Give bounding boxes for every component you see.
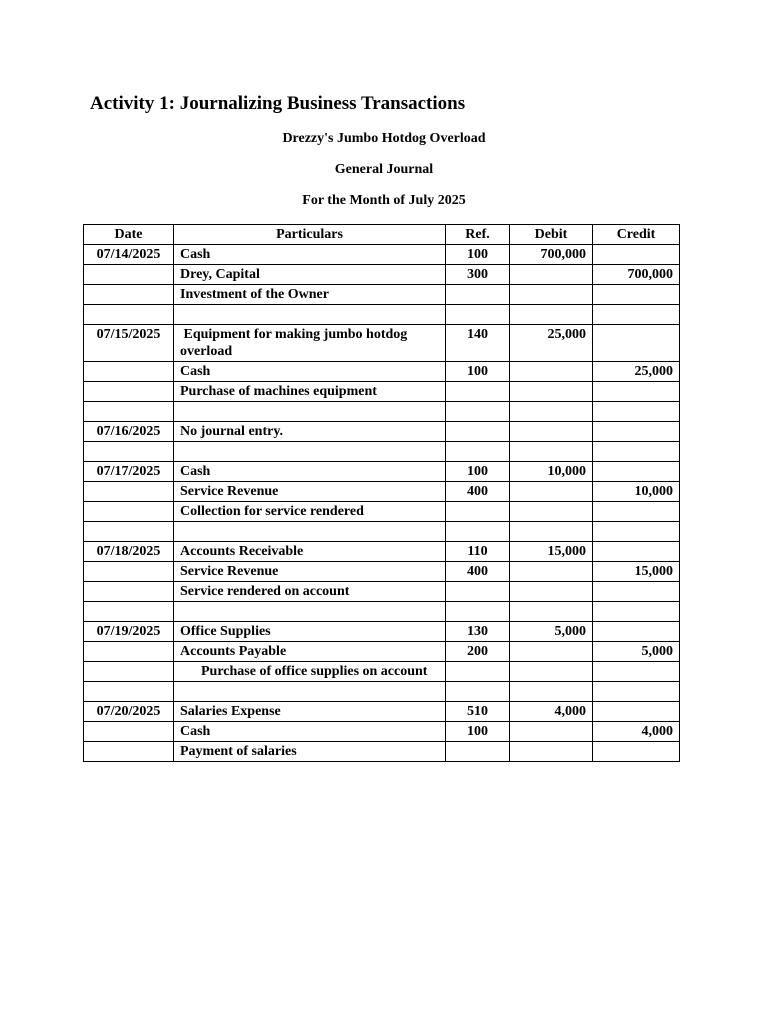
credit-cell [593, 622, 680, 642]
particulars-cell: Service Revenue [174, 482, 446, 502]
date-cell [84, 362, 174, 382]
credit-cell [593, 305, 680, 325]
particulars-cell: Cash [174, 362, 446, 382]
credit-cell: 15,000 [593, 562, 680, 582]
particulars-cell: Collection for service rendered [174, 502, 446, 522]
ref-cell [446, 382, 510, 402]
date-cell [84, 722, 174, 742]
credit-cell: 5,000 [593, 642, 680, 662]
date-cell: 07/15/2025 [84, 325, 174, 362]
date-cell: 07/18/2025 [84, 542, 174, 562]
journal-body [84, 245, 680, 762]
credit-cell [593, 285, 680, 305]
debit-cell: 5,000 [510, 622, 593, 642]
table-row [84, 682, 680, 702]
journal-period: For the Month of July 2025 [302, 193, 466, 208]
credit-cell: 10,000 [593, 482, 680, 502]
credit-cell [593, 742, 680, 762]
table-row [84, 622, 680, 642]
date-cell [84, 582, 174, 602]
ref-cell: 100 [446, 362, 510, 382]
table-row [84, 442, 680, 462]
particulars-cell [174, 442, 446, 462]
credit-cell [593, 602, 680, 622]
credit-cell [593, 325, 680, 362]
debit-cell [510, 582, 593, 602]
ref-cell: 400 [446, 482, 510, 502]
particulars-cell: Cash [174, 245, 446, 265]
debit-cell [510, 722, 593, 742]
ref-cell: 110 [446, 542, 510, 562]
date-cell [84, 682, 174, 702]
ref-cell [446, 422, 510, 442]
debit-cell [510, 742, 593, 762]
debit-cell [510, 422, 593, 442]
table-row [84, 542, 680, 562]
date-cell [84, 402, 174, 422]
debit-cell [510, 662, 593, 682]
date-header: Date [84, 225, 174, 245]
ref-cell: 200 [446, 642, 510, 662]
table-row [84, 742, 680, 762]
particulars-cell: Service Revenue [174, 562, 446, 582]
table-row [84, 285, 680, 305]
particulars-cell: Payment of salaries [174, 742, 446, 762]
table-header-row [84, 225, 680, 245]
debit-cell [510, 502, 593, 522]
table-row [84, 702, 680, 722]
date-cell [84, 642, 174, 662]
particulars-cell: Equipment for making jumbo hotdog overload [174, 325, 446, 362]
credit-cell: 700,000 [593, 265, 680, 285]
date-cell: 07/14/2025 [84, 245, 174, 265]
table-row [84, 325, 680, 362]
ref-cell [446, 662, 510, 682]
particulars-cell [174, 305, 446, 325]
date-cell [84, 285, 174, 305]
debit-cell [510, 285, 593, 305]
debit-cell [510, 305, 593, 325]
credit-cell [593, 702, 680, 722]
debit-cell [510, 602, 593, 622]
ref-cell [446, 502, 510, 522]
particulars-cell: Salaries Expense [174, 702, 446, 722]
date-cell [84, 305, 174, 325]
debit-cell [510, 642, 593, 662]
activity-title: Activity 1: Journalizing Business Transactions [90, 93, 466, 114]
table-row [84, 662, 680, 682]
debit-cell [510, 682, 593, 702]
particulars-cell [174, 522, 446, 542]
date-cell [84, 742, 174, 762]
date-cell: 07/20/2025 [84, 702, 174, 722]
debit-cell [510, 362, 593, 382]
debit-cell [510, 382, 593, 402]
table-row [84, 305, 680, 325]
credit-cell: 25,000 [593, 362, 680, 382]
particulars-cell [174, 682, 446, 702]
credit-cell [593, 522, 680, 542]
table-row [84, 522, 680, 542]
table-row [84, 562, 680, 582]
credit-cell [593, 422, 680, 442]
ref-cell: 510 [446, 702, 510, 722]
ref-cell: 140 [446, 325, 510, 362]
table-row [84, 462, 680, 482]
ref-cell [446, 742, 510, 762]
debit-cell [510, 522, 593, 542]
particulars-cell: Investment of the Owner [174, 285, 446, 305]
debit-cell: 700,000 [510, 245, 593, 265]
date-cell [84, 562, 174, 582]
table-row [84, 422, 680, 442]
debit-cell: 10,000 [510, 462, 593, 482]
debit-cell: 15,000 [510, 542, 593, 562]
particulars-cell: Accounts Payable [174, 642, 446, 662]
debit-cell: 4,000 [510, 702, 593, 722]
particulars-cell: Purchase of machines equipment [174, 382, 446, 402]
date-cell: 07/19/2025 [84, 622, 174, 642]
debit-cell [510, 562, 593, 582]
credit-cell [593, 582, 680, 602]
debit-cell [510, 442, 593, 462]
ref-cell [446, 442, 510, 462]
debit-cell [510, 482, 593, 502]
credit-cell [593, 402, 680, 422]
particulars-cell: Office Supplies [174, 622, 446, 642]
particulars-header: Particulars [174, 225, 446, 245]
credit-cell [593, 382, 680, 402]
table-row [84, 362, 680, 382]
debit-header: Debit [510, 225, 593, 245]
table-row [84, 265, 680, 285]
debit-cell: 25,000 [510, 325, 593, 362]
particulars-cell: Drey, Capital [174, 265, 446, 285]
ref-cell [446, 285, 510, 305]
ref-cell [446, 522, 510, 542]
table-row [84, 642, 680, 662]
journal-title: General Journal [334, 162, 434, 177]
date-cell [84, 602, 174, 622]
general-journal-table [83, 224, 680, 762]
particulars-cell: Service rendered on account [174, 582, 446, 602]
credit-cell [593, 462, 680, 482]
ref-cell: 100 [446, 245, 510, 265]
credit-cell [593, 682, 680, 702]
table-row [84, 502, 680, 522]
credit-cell [593, 442, 680, 462]
table-row [84, 382, 680, 402]
credit-cell [593, 542, 680, 562]
ref-cell [446, 602, 510, 622]
date-cell [84, 482, 174, 502]
table-row [84, 602, 680, 622]
table-row [84, 402, 680, 422]
credit-cell [593, 245, 680, 265]
credit-cell [593, 502, 680, 522]
date-cell [84, 522, 174, 542]
particulars-cell [174, 402, 446, 422]
credit-header: Credit [593, 225, 680, 245]
ref-cell: 300 [446, 265, 510, 285]
ref-cell [446, 682, 510, 702]
particulars-cell: Cash [174, 462, 446, 482]
date-cell: 07/16/2025 [84, 422, 174, 442]
date-cell [84, 382, 174, 402]
table-row [84, 245, 680, 265]
ref-cell [446, 582, 510, 602]
debit-cell [510, 402, 593, 422]
debit-cell [510, 265, 593, 285]
particulars-cell: No journal entry. [174, 422, 446, 442]
ref-cell: 400 [446, 562, 510, 582]
ref-cell [446, 305, 510, 325]
date-cell [84, 265, 174, 285]
company-name: Drezzy's Jumbo Hotdog Overload [282, 131, 486, 146]
ref-cell: 130 [446, 622, 510, 642]
date-cell [84, 662, 174, 682]
ref-cell: 100 [446, 462, 510, 482]
table-row [84, 582, 680, 602]
particulars-cell: Purchase of office supplies on account [174, 662, 446, 682]
credit-cell [593, 662, 680, 682]
date-cell [84, 442, 174, 462]
table-row [84, 722, 680, 742]
particulars-cell: Cash [174, 722, 446, 742]
ref-cell [446, 402, 510, 422]
credit-cell: 4,000 [593, 722, 680, 742]
date-cell: 07/17/2025 [84, 462, 174, 482]
particulars-cell: Accounts Receivable [174, 542, 446, 562]
ref-header: Ref. [446, 225, 510, 245]
ref-cell: 100 [446, 722, 510, 742]
particulars-cell [174, 602, 446, 622]
table-row [84, 482, 680, 502]
date-cell [84, 502, 174, 522]
